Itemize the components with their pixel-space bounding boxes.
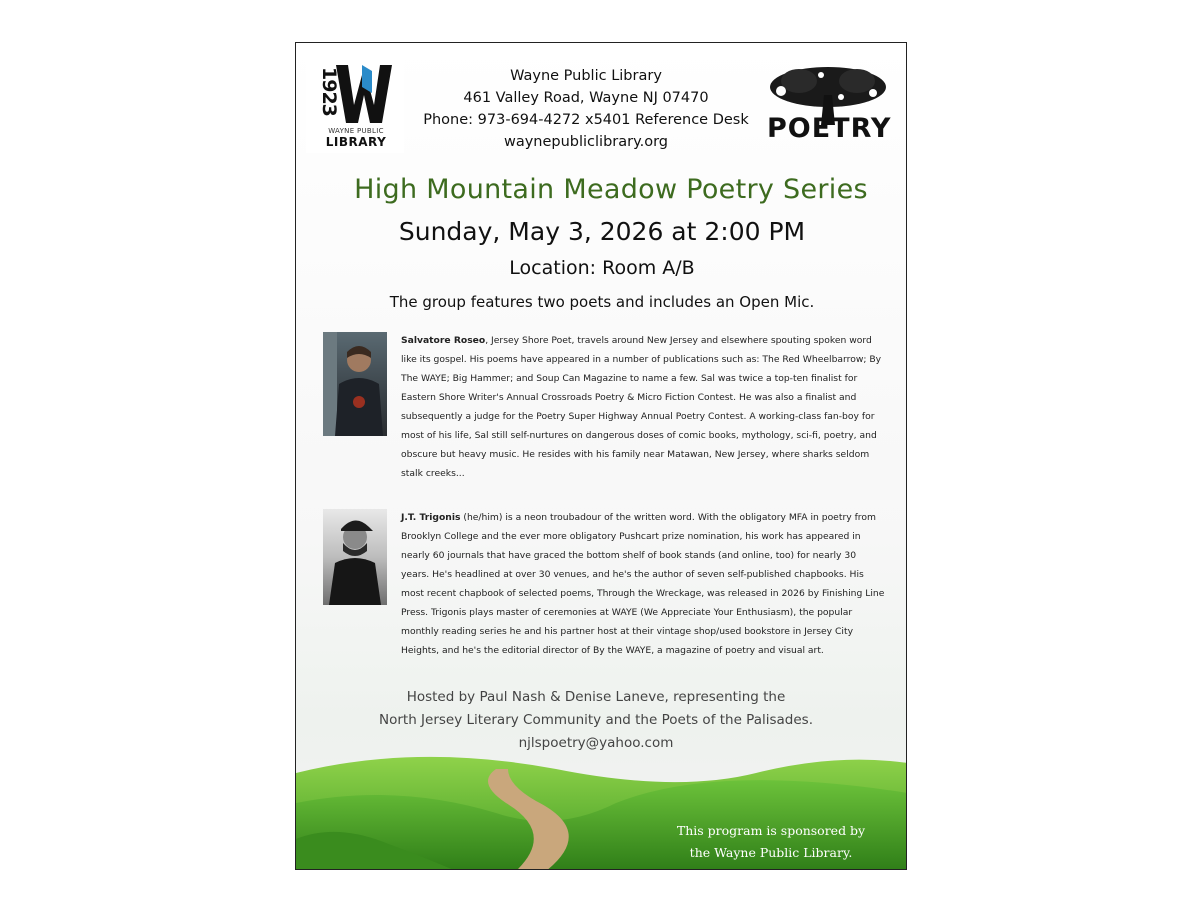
hosts-line-1: Hosted by Paul Nash & Denise Laneve, representing the: [406, 689, 786, 705]
w-logo-icon: [336, 65, 392, 125]
poet-bio-text: (he/him) is a neon troubadour of the written word. With the obligatory MFA in poetry from Brooklyn College and the ever more obligatory Pushcart prize nomination, his work has appeared in nearly 60 journals that have graced the bottom shelf of book stands (and online, too) for nearly 30 years. He's headlined at over 30 venues, and he's the author of seven self-published chapbooks. His most recent chapbook of selected poems, Through the Wreckage, was released in 2026 by Finishing Line Press. Trigonis plays master of ceremonies at WAYE (We Appreciate Your Enthusiasm), the popular monthly reading series he and his partner host at their vintage shop/used bookstore in Jersey City Heights, and he's the editorial director of By the WAYE, a magazine of poetry and visual art.: [401, 512, 885, 656]
event-date: Sunday, May 3, 2026 at 2:00 PM: [398, 217, 806, 246]
poetry-logo: [761, 65, 895, 147]
poet-bio-trigonis: [401, 508, 886, 660]
poet-name: Salvatore Roseo: [401, 335, 486, 346]
poet-bio-salvatore: [401, 331, 886, 483]
logo-name-main: LIBRARY: [325, 135, 387, 149]
event-location: Location: Room A/B: [509, 257, 695, 279]
sponsor-note: [656, 820, 886, 864]
library-logo: [306, 53, 404, 153]
sponsor-line-1: This program is sponsored by: [676, 823, 866, 838]
person-photo-icon: [323, 332, 387, 436]
poet-photo-salvatore: [323, 332, 387, 436]
poetry-wordmark: POETRY: [767, 113, 892, 144]
poet-photo-trigonis: [323, 509, 387, 605]
logo-name-top: WAYNE PUBLIC: [328, 127, 384, 135]
contact-email: njlspoetry@yahoo.com: [518, 735, 674, 751]
library-name: Wayne Public Library: [510, 68, 662, 84]
person-photo-icon: [323, 509, 387, 605]
library-website: waynepubliclibrary.org: [503, 134, 669, 150]
logo-year: 1923: [318, 67, 340, 116]
hosts-line-2: North Jersey Literary Community and the Poets of the Palisades.: [379, 712, 813, 728]
group-info: The group features two poets and includes an Open Mic.: [389, 293, 815, 311]
library-phone: Phone: 973-694-4272 x5401 Reference Desk: [423, 112, 749, 128]
poet-name: J.T. Trigonis: [401, 512, 461, 523]
library-contact: [406, 65, 766, 153]
library-address: 461 Valley Road, Wayne NJ 07470: [463, 90, 709, 106]
poet-bio-text: , Jersey Shore Poet, travels around New Jersey and elsewhere spouting spoken word like its gospel. His poems have appeared in a number of publications such as: The Red Wheelbarrow; By The WAYE; Big Hammer; and Soup Can Magazine to name a few. Sal was twice a top-ten finalist for Eastern Shore Writer's Annual Crossroads Poetry & Micro Fiction Contest. He was also a finalist and subsequently a judge for the Poetry Super Highway Annual Poetry Contest. A working-class fan-boy for most of his life, Sal still self-nurtures on dangerous doses of comic books, mythology, sci-fi, poetry, and obscure but heavy music. He resides with his family near Matawan, New Jersey, where sharks seldom stalk creeks...: [401, 335, 882, 479]
sponsor-line-2: the Wayne Public Library.: [689, 845, 853, 860]
event-flyer: [295, 42, 907, 870]
series-title: High Mountain Meadow Poetry Series: [354, 174, 868, 205]
